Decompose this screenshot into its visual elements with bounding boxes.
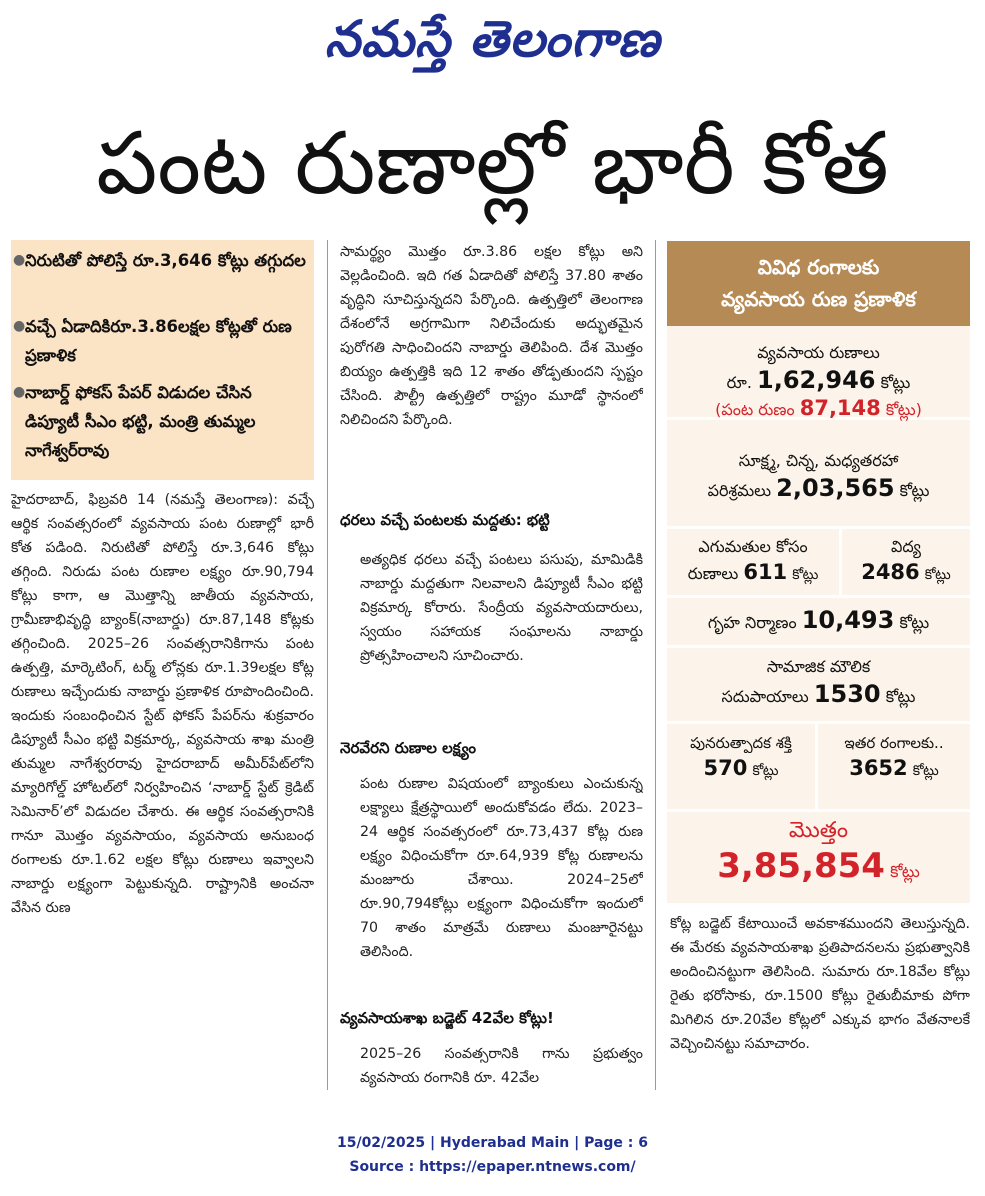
total-label: మొత్తం: [788, 818, 849, 843]
export-prefix: రుణాలు: [687, 564, 739, 583]
export-cell: [667, 534, 839, 587]
social-infra-prefix: సదుపాయాలు: [721, 687, 809, 706]
infographic-header: [667, 241, 970, 326]
subheading: వ్యవసాయశాఖ బడ్జెట్ 42వేల కోట్లు!: [340, 1009, 554, 1027]
infographic-title-line-1: వివిధ రంగాలకు: [757, 255, 880, 279]
highlight-item: [13, 378, 310, 465]
unit-label: కోట్లు): [885, 400, 922, 419]
export-label: ఎగుమతుల కోసం: [698, 537, 808, 556]
total-cell: [667, 816, 970, 886]
social-infra-label: సామాజిక మౌలిక: [766, 657, 871, 676]
msme-prefix: పరిశ్రమలు: [707, 481, 772, 500]
social-infra-value: 1530: [813, 680, 881, 708]
total-value: 3,85,854: [717, 846, 885, 886]
article-column-2-part-1: సామర్థ్యం మొత్తం రూ.3.86 లక్షల కోట్లు అని వెల్లడించింది. ఇది గత ఏడాదితో పోలిస్తే 37.80 శాతం వృద్ధిని సూచిస్తున్నదని పేర్కొంది. ఉత్పత్తిలో తెలంగాణ దేశంలోనే అగ్రగామిగా నిలిచేందుకు అద్భుతమైన పురోగతి సాధించిందని నాబార్డు తెలిపింది. దేశ మొత్తం బియ్యం ఉత్పత్తికి ఇది 12 శాతం తోడ్పతుందని స్పష్టం చేసింది. పౌల్ట్రీ ఉత్పత్తిలో రాష్ట్రం మూడో స్థానంలో నిలిచిందని పేర్కొంది.: [340, 244, 643, 428]
article-column-2-part-3: పంట రుణాల విషయంలో బ్యాంకులు ఎంచుకున్న లక్ష్యాలు క్షేత్రస్థాయిలో అందుకోవడం లేదు. 2023–24 ఆర్థిక సంవత్సరంలో రూ.73,437 కోట్ల రుణ లక్ష్యం విధించుకోగా రూ.64,939 కోట్ల రుణాలను మంజూరు చేశాయి. 2024–25లో రూ.90,794కోట్లు లక్ష్యంగా విధించుకోగా ఇందులో 70 శాతం మాత్రమే రుణాలు మంజూరైనట్టు తెలిసింది.: [360, 776, 643, 960]
divider-line: [667, 809, 970, 812]
msme-cell: [667, 448, 970, 504]
masthead: నమస్తే తెలంగాణ: [324, 10, 661, 68]
headline: పంట రుణాల్లో భారీ కోత: [96, 114, 889, 214]
bullet-icon: ●: [13, 252, 26, 268]
column-divider: [327, 240, 328, 1090]
highlight-text: నిరుటితో పోలిస్తే రూ.3,646 కోట్లు తగ్గుదల: [25, 251, 306, 270]
msme-value: 2,03,565: [776, 474, 895, 502]
unit-label: కోట్లు: [880, 373, 911, 392]
footer-date-page: 15/02/2025 | Hyderabad Main | Page : 6: [336, 1135, 649, 1151]
unit-label: కోట్లు: [885, 687, 916, 706]
crop-loan-value: 87,148: [799, 396, 881, 420]
other-sectors-label: ఇతర రంగాలకు..: [844, 734, 944, 752]
social-infra-cell: [667, 654, 970, 710]
education-value: 2486: [861, 560, 920, 584]
unit-label: కోట్లు: [899, 613, 930, 632]
divider-line: [667, 595, 970, 598]
renewable-energy-label: పునరుత్పాదక శక్తి: [690, 734, 792, 752]
education-cell: [842, 534, 970, 586]
highlights-box: [11, 240, 314, 480]
highlight-item: [13, 246, 310, 275]
unit-label: కోట్లు: [792, 567, 819, 583]
highlight-text: నాబార్డ్ ఫోకస్ పేపర్ విడుదల చేసిన డిప్యూటీ సీఎం భట్టి, మంత్రి తుమ్మల నాగేశ్వర్‌రావు: [25, 383, 256, 460]
housing-cell: [667, 606, 970, 636]
article-column-2-part-2: అత్యధిక ధరలు వచ్చే పంటలు పసుపు, మామిడికి నాబార్డు మద్దతుగా నిలవాలని డిప్యూటీ సీఎం భట్టి విక్రమార్క కోరారు. సేంద్రీయ వ్యవసాయదారులు, స్వయం సహాయక సంఘాలను నాబార్డు ప్రోత్సహించాలని సూచించారు.: [360, 552, 643, 664]
other-sectors-cell: [818, 730, 970, 782]
other-sectors-value: 3652: [849, 756, 908, 780]
unit-label: కోట్లు: [924, 567, 951, 583]
crop-loan-label: (పంట రుణం: [715, 400, 795, 419]
agri-loans-label: వ్యవసాయ రుణాలు: [757, 343, 880, 362]
renewable-energy-value: 570: [703, 756, 748, 780]
agri-loans-value: 1,62,946: [757, 366, 876, 394]
article-column-2-part-4: 2025–26 సంవత్సరానికి గాను ప్రభుత్వం వ్యవసాయ రంగానికి రూ. 42వేల: [360, 1046, 643, 1086]
subheading: నెరవేరని రుణాల లక్ష్యం: [340, 739, 476, 757]
highlight-text: వచ్చే ఏడాదికిరూ.3.86లక్షల కోట్లతో రుణ ప్రణాళిక: [25, 317, 292, 365]
bullet-icon: ●: [13, 318, 26, 334]
subheading: ధరలు వచ్చే పంటలకు మద్దతు: భట్టి: [340, 511, 550, 529]
education-label: విద్య: [891, 537, 921, 556]
footer-source: Source : https://epaper.ntnews.com/: [349, 1159, 636, 1175]
unit-label: కోట్లు: [899, 481, 930, 500]
housing-value: 10,493: [801, 606, 895, 634]
unit-label: కోట్లు: [912, 763, 939, 779]
column-divider: [655, 240, 656, 1090]
currency-prefix: రూ.: [726, 373, 752, 392]
housing-label: గృహ నిర్మాణం: [707, 613, 797, 632]
divider-line: [667, 526, 970, 529]
article-column-1: హైదరాబాద్, ఫిబ్రవరి 14 (నమస్తే తెలంగాణ): వచ్చే ఆర్థిక సంవత్సరంలో వ్యవసాయ పంట రుణాల్లో భారీ కోత పడింది. నిరుటితో పోలిస్తే రూ.3,646 కోట్లు తగ్గింది. నిరుడు పంట రుణాల లక్ష్యం రూ.90,794 కోట్లు కాగా, ఆ మొత్తాన్ని జాతీయ వ్యవసాయ, గ్రామీణాభివృద్ధి బ్యాంక్(నాబార్డు) రూ.87,148 కోట్లకు తగ్గించింది. 2025–26 సంవత్సరానికిగాను పంట ఉత్పత్తి, మార్కెటింగ్, టర్మ్ లోన్లకు రూ.1.39లక్షల కోట్ల రుణాలు ఇచ్చేందుకు నాబార్డు ప్రణాళిక రూపొందించింది. ఇందుకు సంబంధించిన స్టేట్ ఫోకస్ పేపర్‌ను శుక్రవారం డిప్యూటీ సీఎం భట్టి విక్రమార్క, వ్యవసాయ శాఖ మంత్రి తుమ్మల నాగేశ్వరరావు హైదరాబాద్ అమీర్‌పేట్‌లోని మ్యారిగోల్డ్ హోటల్‌లో నిర్వహించిన ‘నాబార్డ్ స్టేట్ క్రెడిట్ సెమినార్’లో విడుదల చేశారు. ఈ ఆర్థిక సంవత్సరానికి గానూ మొత్తం వ్యవసాయం, వ్యవసాయ అనుబంధ రంగాలకు రూ.1.62 లక్షల కోట్లు రుణాలు ఇవ్వాలని నాబార్డు లక్ష్యంగా పెట్టుకున్నది. రాష్ట్రానికి అంచనా వేసిన రుణ: [11, 492, 314, 916]
highlight-item: [13, 312, 310, 370]
infographic-title-line-2: వ్యవసాయ రుణ ప్రణాళిక: [721, 287, 916, 311]
export-value: 611: [743, 560, 788, 584]
unit-label: కోట్లు: [890, 862, 920, 881]
divider-line: [667, 645, 970, 648]
renewable-energy-cell: [667, 730, 815, 782]
msme-label: సూక్ష్మ, చిన్న, మధ్యతరహా: [738, 451, 899, 470]
agri-loans-cell: [667, 340, 970, 423]
unit-label: కోట్లు: [752, 763, 779, 779]
divider-line: [667, 721, 970, 724]
article-column-3: కోట్ల బడ్జెట్ కేటాయించే అవకాశముందని తెలుస్తున్నది. ఈ మేరకు వ్యవసాయశాఖ ప్రతిపాదనలను ప్రభుత్వానికి అందించినట్టుగా తెలిసింది. సుమారు రూ.18వేల కోట్లు రైతు భరోసాకు, రూ.1500 కోట్లు రైతుబీమాకు పోగా మిగిలిన రూ.20వేల కోట్లలో ఎక్కువ భాగం వేతనాలకే వెచ్చించినట్టు సమాచారం.: [670, 916, 970, 1052]
bullet-icon: ●: [13, 384, 26, 400]
